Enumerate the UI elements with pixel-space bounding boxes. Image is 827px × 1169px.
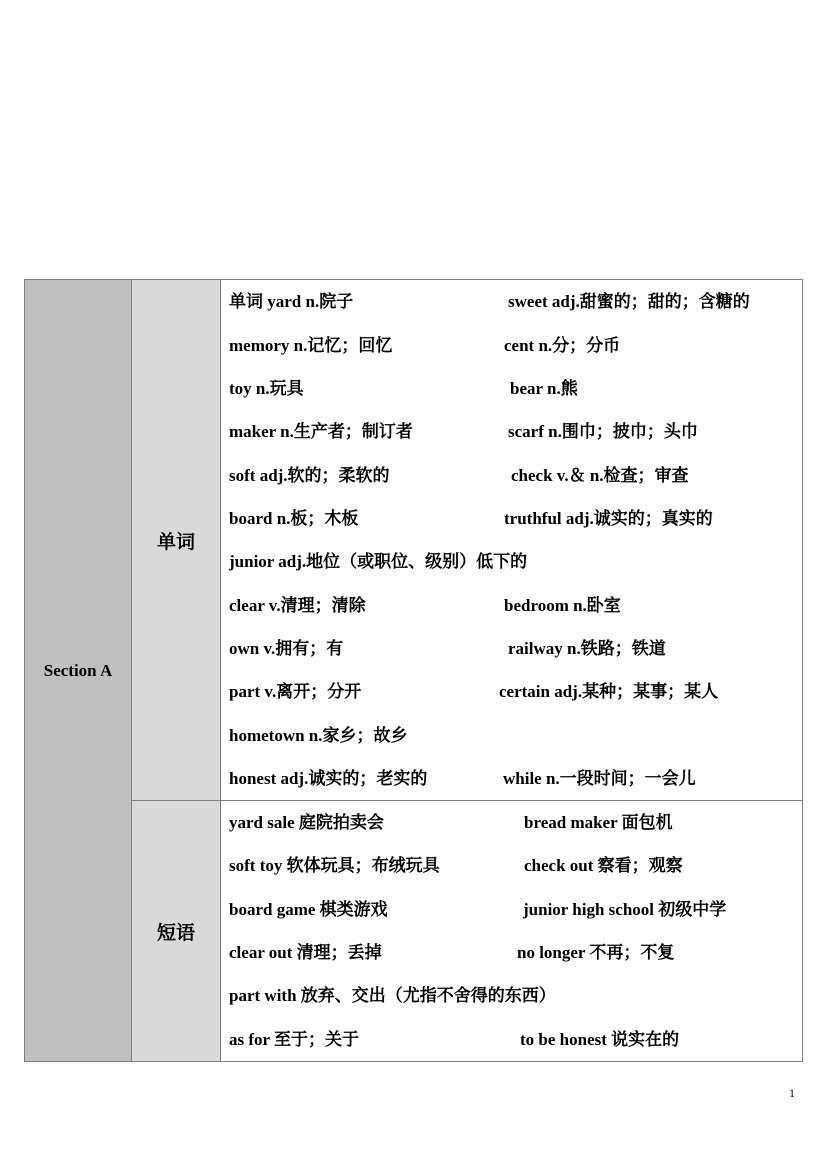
word-entry-12-right: while n.一段时间；一会儿: [503, 769, 696, 788]
word-entry-2-right: cent n.分；分币: [504, 336, 621, 355]
words-content: [221, 280, 803, 801]
phrases-content: [221, 801, 803, 1062]
word-entry-9-right: railway n.铁路；铁道: [508, 639, 666, 658]
word-entry-1-right: sweet adj.甜蜜的；甜的；含糖的: [508, 292, 750, 311]
word-entry-5-right: check v.＆ n.检查；审查: [511, 466, 689, 485]
vocabulary-table: [24, 279, 803, 1062]
word-entry-4-left: maker n.生产者；制订者: [229, 422, 413, 441]
phrase-entry-4-right: no longer 不再；不复: [517, 943, 675, 962]
word-entry-8-right: bedroom n.卧室: [504, 596, 621, 615]
word-entry-10-right: certain adj.某种；某事；某人: [499, 682, 719, 701]
phrase-entry-5-left: part with 放弃、交出（尤指不舍得的东西）: [229, 986, 556, 1005]
word-entry-10-left: part v.离开；分开: [229, 682, 362, 701]
words-category: 单词: [132, 280, 221, 801]
phrase-entry-6-left: as for 至于；关于: [229, 1030, 360, 1049]
phrase-entry-2-left: soft toy 软体玩具；布绒玩具: [229, 856, 440, 875]
word-entry-1-left: 单词 yard n.院子: [229, 292, 354, 311]
phrase-entry-6-right: to be honest 说实在的: [520, 1030, 680, 1049]
word-entry-4-right: scarf n.围巾；披巾；头巾: [508, 422, 698, 441]
word-entry-3-left: toy n.玩具: [229, 379, 304, 398]
word-entry-8-left: clear v.清理；清除: [229, 596, 366, 615]
phrase-entry-4-left: clear out 清理；丢掉: [229, 943, 382, 962]
phrase-entry-1-left: yard sale 庭院拍卖会: [229, 813, 384, 832]
phrase-entry-2-right: check out 察看；观察: [524, 856, 683, 875]
phrase-entry-3-left: board game 棋类游戏: [229, 900, 388, 919]
word-entry-7-left: junior adj.地位（或职位、级别）低下的: [229, 552, 528, 571]
word-entry-6-left: board n.板；木板: [229, 509, 359, 528]
word-entry-5-left: soft adj.软的；柔软的: [229, 466, 390, 485]
phrases-category: 短语: [132, 801, 221, 1062]
phrase-entry-3-right: junior high school 初级中学: [523, 900, 727, 919]
word-entry-9-left: own v.拥有；有: [229, 639, 344, 658]
word-entry-2-left: memory n.记忆；回忆: [229, 336, 393, 355]
word-entry-11-left: hometown n.家乡；故乡: [229, 726, 408, 745]
words-row: [25, 280, 803, 801]
section-label: Section A: [25, 280, 132, 1062]
phrase-entry-1-right: bread maker 面包机: [524, 813, 673, 832]
word-entry-3-right: bear n.熊: [510, 379, 578, 398]
word-entry-6-right: truthful adj.诚实的；真实的: [504, 509, 713, 528]
page-number: 1: [789, 1086, 795, 1100]
word-entry-12-left: honest adj.诚实的；老实的: [229, 769, 428, 788]
phrases-row: [25, 801, 803, 1062]
